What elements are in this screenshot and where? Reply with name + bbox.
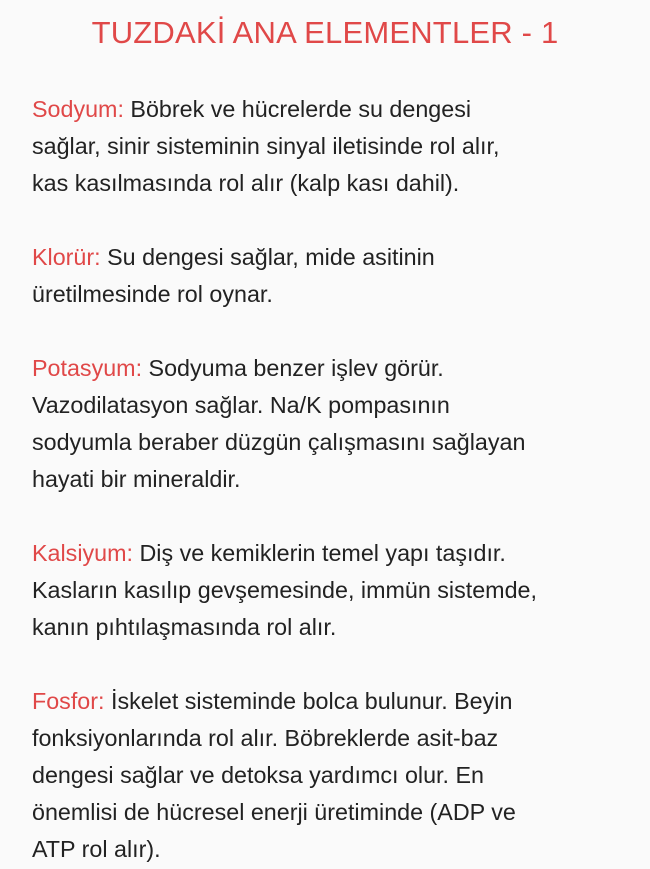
element-term: Kalsiyum: (32, 540, 133, 566)
entry-line: önemlisi de hücresel enerji üretiminde (ADP ve (32, 799, 516, 825)
entry-line: ATP rol alır). (32, 836, 161, 862)
entry-first-line (32, 91, 637, 128)
element-entry-potasyum (32, 350, 637, 498)
element-entry-fosfor (32, 683, 637, 868)
element-entry-kalsiyum (32, 535, 637, 646)
entry-line: Su dengesi sağlar, mide asitinin (100, 244, 435, 270)
entry-first-line (32, 239, 637, 276)
element-term: Sodyum: (32, 96, 124, 122)
entry-line: kanın pıhtılaşmasında rol alır. (32, 614, 337, 640)
page-title: TUZDAKİ ANA ELEMENTLER - 1 (91, 15, 559, 50)
element-term: Fosfor: (32, 688, 105, 714)
entry-line: sağlar, sinir sisteminin sinyal iletisinde rol alır, (32, 133, 500, 159)
entry-line: Sodyuma benzer işlev görür. (142, 355, 444, 381)
entry-line: Böbrek ve hücrelerde su dengesi (123, 96, 472, 122)
element-term: Potasyum: (32, 355, 143, 381)
entry-line: hayati bir mineraldir. (32, 466, 241, 492)
entry-line: fonksiyonlarında rol alır. Böbreklerde asit-baz (32, 725, 499, 751)
element-entry-klorur (32, 239, 637, 313)
entry-first-line (32, 683, 637, 720)
element-term: Klorür: (32, 244, 101, 270)
element-entry-sodyum (32, 91, 637, 202)
entry-line: Vazodilatasyon sağlar. Na/K pompasının (32, 392, 450, 418)
entry-first-line (32, 535, 637, 572)
element-list (32, 91, 637, 868)
entry-first-line (32, 350, 637, 387)
entry-line: kas kasılmasında rol alır (kalp kası dahil). (32, 170, 460, 196)
entry-line: İskelet sisteminde bolca bulunur. Beyin (104, 688, 513, 714)
entry-line: Kasların kasılıp gevşemesinde, immün sistemde, (32, 577, 537, 603)
entry-line: Diş ve kemiklerin temel yapı taşıdır. (132, 540, 506, 566)
entry-line: dengesi sağlar ve detoksa yardımcı olur. En (32, 762, 484, 788)
entry-line: üretilmesinde rol oynar. (32, 281, 273, 307)
entry-line: sodyumla beraber düzgün çalışmasını sağlayan (32, 429, 526, 455)
